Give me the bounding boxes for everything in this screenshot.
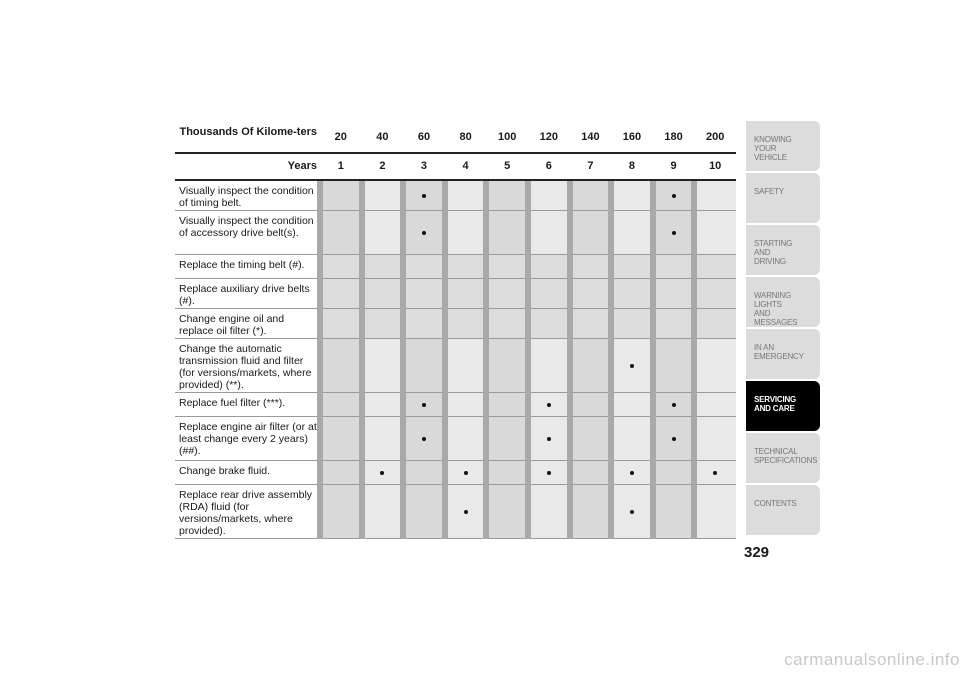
years-value: 8 (628, 160, 636, 172)
schedule-cell (403, 417, 445, 460)
nav-tab-label: WARNING LIGHTS AND MESSAGES (754, 291, 798, 327)
schedule-cell (486, 461, 528, 484)
years-value: 5 (504, 160, 511, 172)
kilometers-value: 180 (664, 131, 683, 143)
maintenance-schedule-table (175, 122, 736, 537)
schedule-cell (445, 339, 487, 392)
schedule-cell (694, 485, 736, 538)
schedule-cell (362, 417, 404, 460)
schedule-cell (653, 417, 695, 460)
schedule-cell (486, 393, 528, 416)
schedule-cell (486, 417, 528, 460)
schedule-cell (528, 181, 570, 210)
schedule-cell (570, 211, 612, 254)
schedule-cell (694, 461, 736, 484)
kilometers-value: 40 (376, 131, 389, 143)
service-required-dot (422, 403, 426, 407)
chapter-side-navigation (746, 121, 820, 537)
schedule-cell (570, 181, 612, 210)
service-required-dot (422, 194, 426, 198)
column-strip (483, 181, 489, 539)
schedule-cell (362, 485, 404, 538)
schedule-cell (528, 461, 570, 484)
schedule-cell (486, 181, 528, 210)
schedule-cell (528, 417, 570, 460)
nav-tab-label: IN AN EMERGENCY (754, 343, 804, 361)
column-strip (567, 181, 573, 539)
schedule-cell (611, 485, 653, 538)
nav-tab[interactable] (746, 381, 820, 431)
service-required-dot (547, 403, 551, 407)
schedule-cell (362, 211, 404, 254)
schedule-cell (320, 181, 362, 210)
nav-tab-label: SAFETY (754, 187, 784, 196)
schedule-cell (445, 461, 487, 484)
row-label: Change the automatic transmission fluid and filter (for versions/markets, where provided) (**). (179, 343, 312, 391)
row-label: Change brake fluid. (179, 465, 271, 477)
schedule-cell (528, 339, 570, 392)
service-required-dot (672, 403, 676, 407)
schedule-cell (320, 339, 362, 392)
nav-tab-label: SERVICING AND CARE (754, 395, 797, 413)
schedule-cell (403, 211, 445, 254)
column-strip (442, 181, 448, 539)
schedule-cell (611, 339, 653, 392)
service-required-dot (672, 437, 676, 441)
schedule-cell (320, 417, 362, 460)
service-required-dot (672, 194, 676, 198)
schedule-cell (653, 339, 695, 392)
column-strip (525, 181, 531, 539)
service-required-dot (672, 231, 676, 235)
schedule-cell (403, 181, 445, 210)
schedule-cell (570, 339, 612, 392)
schedule-cell (362, 181, 404, 210)
schedule-cell (653, 461, 695, 484)
kilometers-value: 120 (539, 131, 558, 143)
years-value: 9 (670, 160, 677, 172)
kilometers-value: 160 (622, 131, 642, 143)
kilometers-value: 60 (417, 131, 431, 143)
years-value: 6 (545, 160, 552, 172)
nav-tab-label: CONTENTS (754, 499, 797, 508)
schedule-cell (486, 211, 528, 254)
watermark: carmanualsonline.info (784, 650, 960, 669)
schedule-cell (694, 339, 736, 392)
kilometers-header-label: Thousands Of Kilome-ters (179, 126, 317, 138)
schedule-cell (445, 485, 487, 538)
years-header-label: Years (287, 160, 317, 172)
kilometers-value: 100 (498, 131, 517, 143)
schedule-cell (694, 417, 736, 460)
schedule-cell (570, 461, 612, 484)
years-value: 7 (587, 160, 594, 172)
schedule-cell (653, 485, 695, 538)
nav-tab-label: STARTING AND DRIVING (754, 239, 793, 266)
schedule-cell (694, 181, 736, 210)
years-value: 4 (462, 160, 469, 172)
kilometers-value: 20 (334, 131, 347, 143)
row-label: Replace the timing belt (#). (179, 259, 305, 271)
years-value: 3 (420, 160, 428, 172)
years-value: 1 (337, 160, 344, 172)
schedule-cell (611, 417, 653, 460)
schedule-cell (694, 393, 736, 416)
row-label: Change engine oil and replace oil filter (*). (179, 313, 285, 337)
kilometers-value: 200 (706, 131, 725, 143)
nav-tab[interactable] (746, 173, 820, 223)
schedule-cell (320, 485, 362, 538)
service-required-dot (547, 437, 551, 441)
nav-tab[interactable] (746, 329, 820, 379)
schedule-cell (528, 485, 570, 538)
row-label: Visually inspect the condition of timing belt. (179, 185, 314, 209)
schedule-cell (403, 485, 445, 538)
row-label: Replace auxiliary drive belts (#). (179, 283, 310, 307)
service-required-dot (630, 510, 634, 514)
nav-tab[interactable] (746, 433, 820, 483)
column-strip (691, 181, 697, 539)
service-required-dot (422, 231, 426, 235)
service-required-dot (380, 471, 384, 475)
schedule-cell (611, 181, 653, 210)
schedule-cell (611, 393, 653, 416)
schedule-cell (362, 393, 404, 416)
column-strip (650, 181, 656, 539)
schedule-cell (445, 417, 487, 460)
row-label: Replace fuel filter (***). (179, 397, 286, 409)
schedule-cell (445, 211, 487, 254)
row-label: Replace rear drive assembly (RDA) fluid (for versions/markets, where provided). (179, 489, 313, 537)
column-strip (608, 181, 614, 539)
nav-tab-label: TECHNICAL SPECIFICATIONS (754, 447, 818, 465)
nav-tab-label: KNOWING YOUR VEHICLE (754, 135, 792, 162)
schedule-cell (653, 211, 695, 254)
schedule-cell (362, 461, 404, 484)
kilometers-header-row (175, 122, 736, 152)
schedule-cell (528, 393, 570, 416)
schedule-cell (694, 211, 736, 254)
service-required-dot (422, 437, 426, 441)
schedule-cell (320, 211, 362, 254)
row-label: Visually inspect the condition of accessory drive belt(s). (179, 215, 314, 239)
nav-tab[interactable] (746, 225, 820, 275)
schedule-cell (445, 181, 487, 210)
row-label: Replace engine air filter (or at least change every 2 years) (##). (179, 421, 317, 457)
schedule-cell (570, 485, 612, 538)
page-number: 329 (744, 544, 770, 561)
nav-tab[interactable] (746, 121, 820, 171)
service-required-dot (630, 471, 634, 475)
service-required-dot (464, 510, 468, 514)
schedule-cell (403, 339, 445, 392)
nav-tab[interactable] (746, 277, 820, 327)
schedule-cell (403, 393, 445, 416)
schedule-cell (570, 393, 612, 416)
column-strip (400, 181, 406, 539)
schedule-cell (486, 339, 528, 392)
schedule-cell (570, 417, 612, 460)
kilometers-value: 140 (581, 131, 600, 143)
schedule-cell (528, 211, 570, 254)
service-required-dot (630, 364, 634, 368)
years-value: 2 (379, 160, 386, 172)
schedule-cell (611, 211, 653, 254)
schedule-cell (653, 393, 695, 416)
column-strip (317, 181, 323, 539)
service-required-dot (464, 471, 468, 475)
schedule-cell (445, 393, 487, 416)
years-value: 10 (709, 160, 722, 172)
schedule-cell (653, 181, 695, 210)
schedule-cell (403, 461, 445, 484)
kilometers-value: 80 (459, 131, 472, 143)
service-required-dot (547, 471, 551, 475)
schedule-cell (320, 461, 362, 484)
column-strip (359, 181, 365, 539)
schedule-cell (611, 461, 653, 484)
nav-tab[interactable] (746, 485, 820, 535)
service-required-dot (713, 471, 717, 475)
schedule-cell (486, 485, 528, 538)
schedule-cell (320, 393, 362, 416)
schedule-cell (362, 339, 404, 392)
years-header-row (175, 152, 736, 180)
